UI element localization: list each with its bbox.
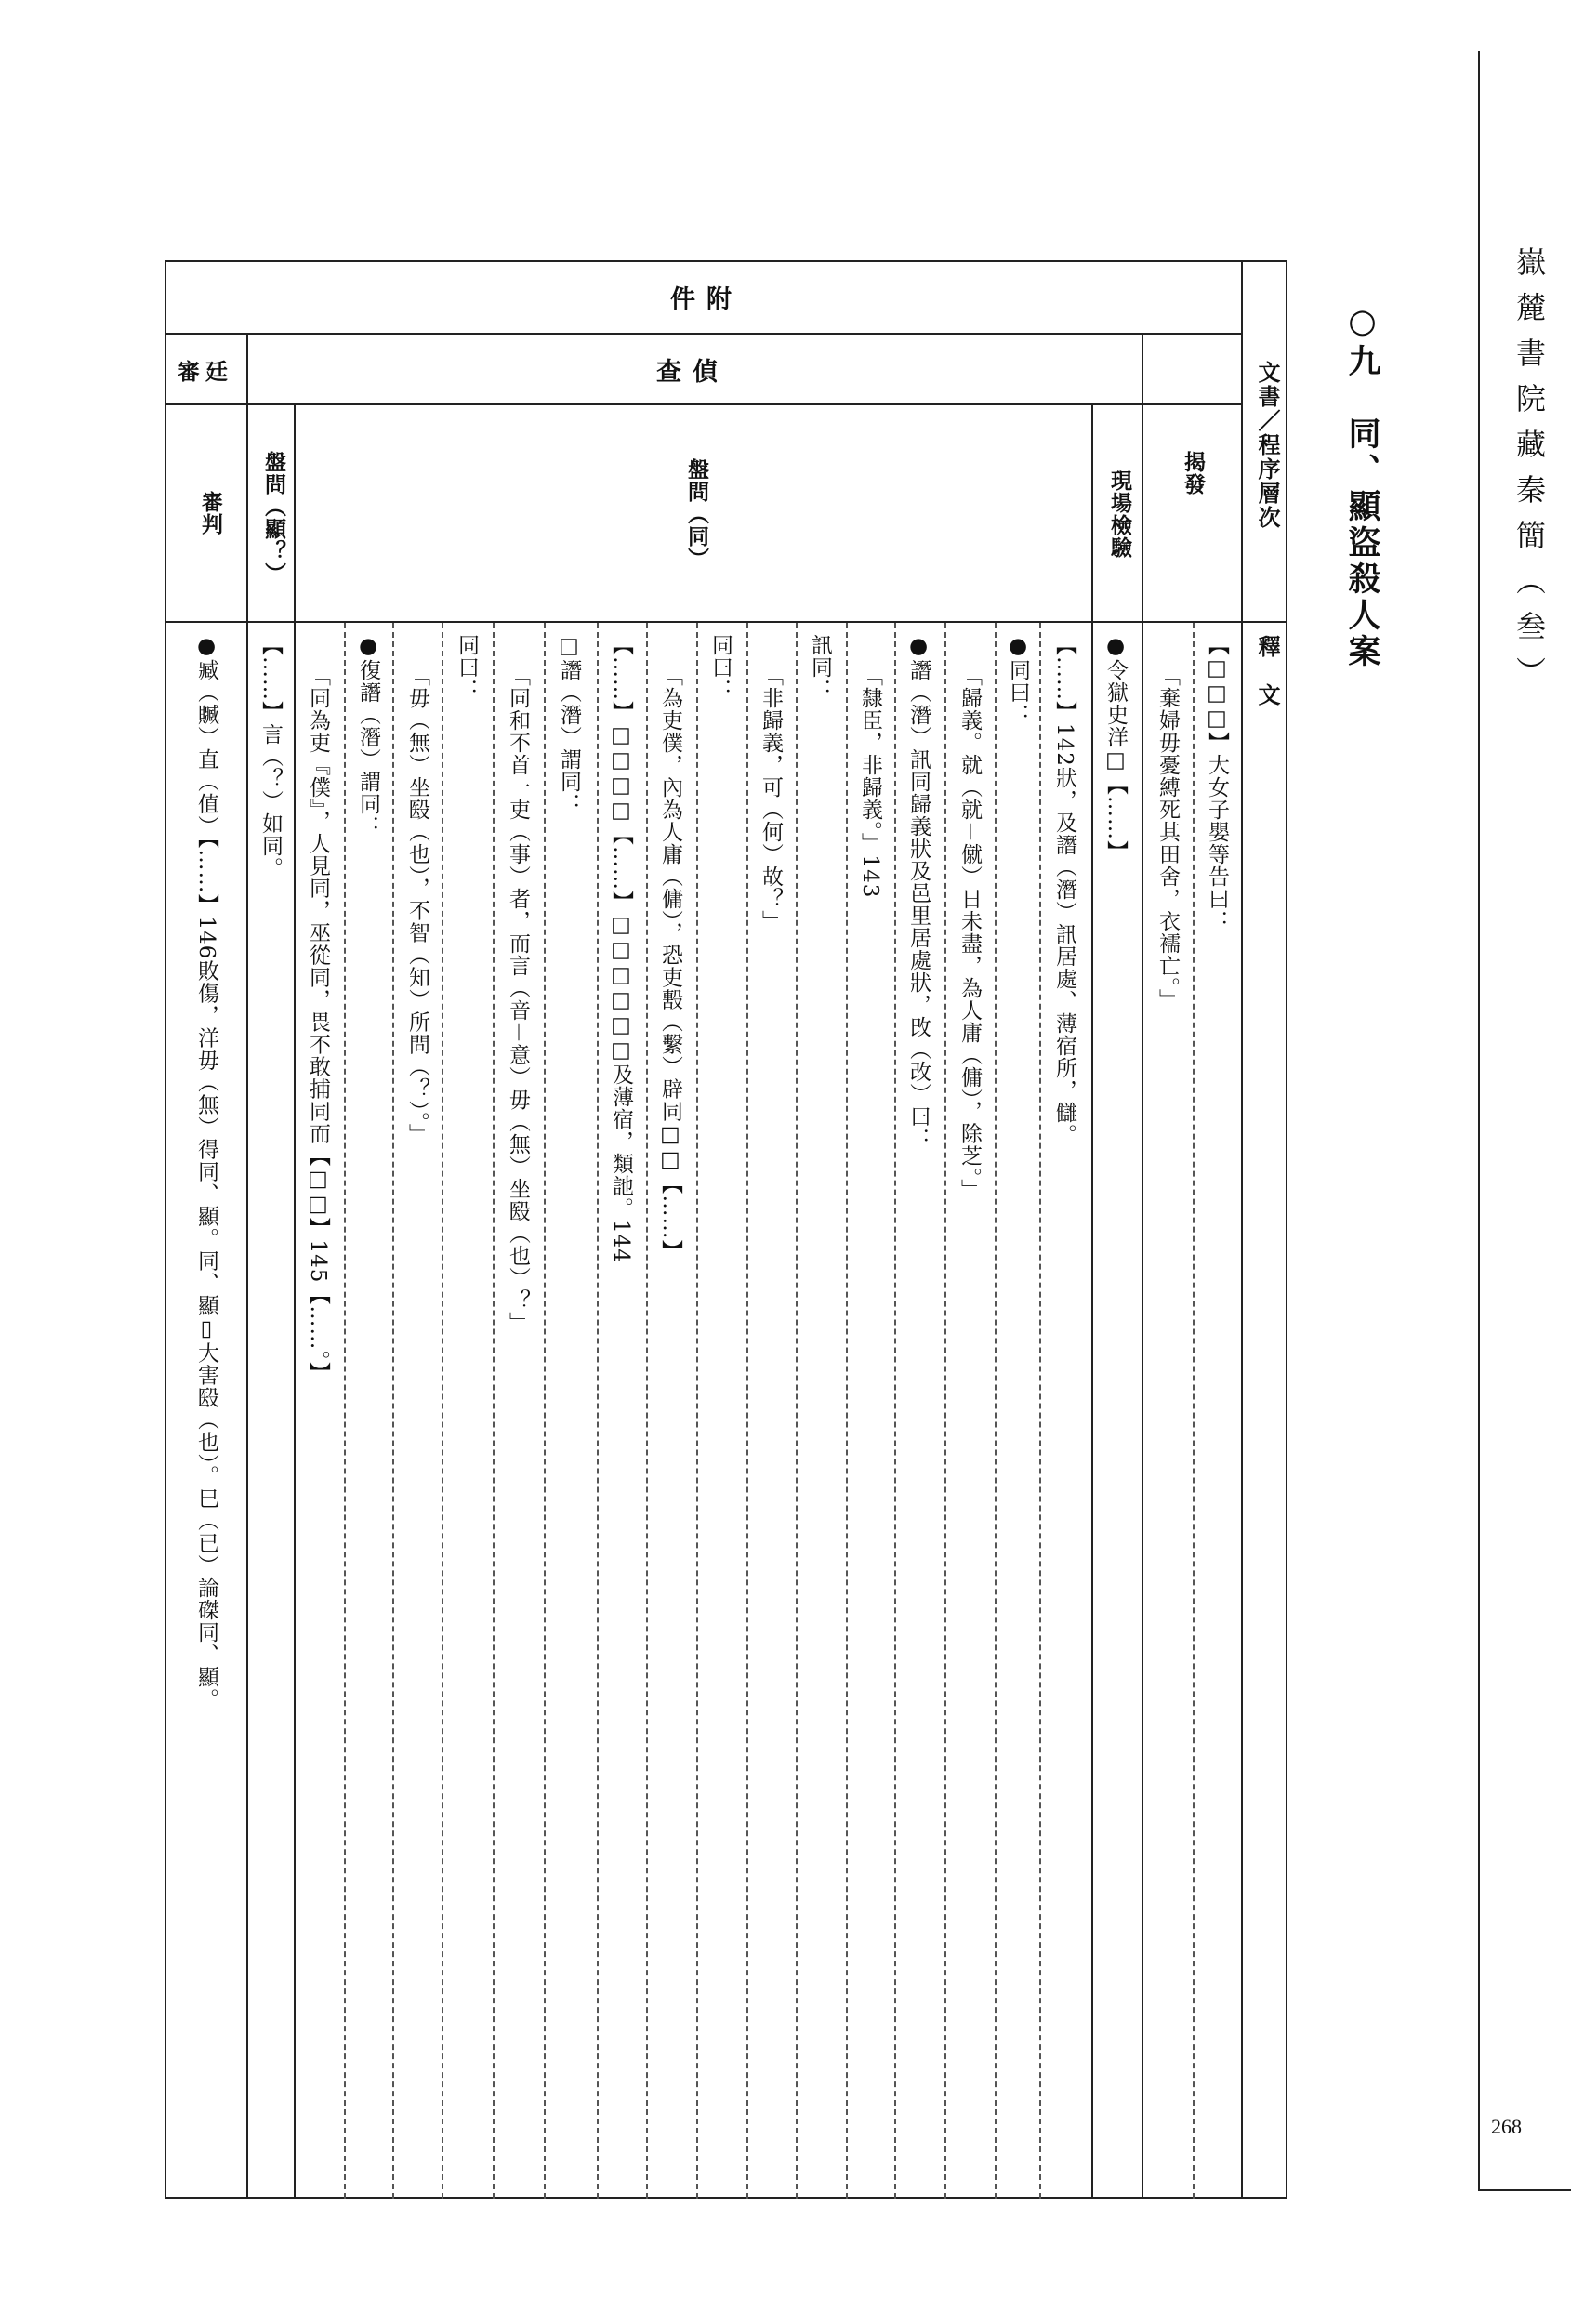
section-title: ○九 同、顯盜殺人案 (1343, 302, 1381, 670)
xianchang-label: 現場檢驗 (1107, 469, 1132, 559)
panwen-tong-label: 盤問（同） (684, 458, 709, 570)
column-header-label: 文書／程序層次 (1254, 361, 1281, 530)
section-row-divider (165, 403, 1241, 405)
text-column: ●令獄史洋□【……】 (1103, 634, 1128, 863)
column-separator (846, 623, 848, 2199)
column-separator (442, 623, 443, 2199)
shenpan-label: 審判 (198, 491, 223, 535)
tingshen-label: 審廷 (178, 358, 233, 385)
header-column-divider (1241, 260, 1243, 2199)
body-top-divider (165, 621, 1241, 623)
text-column: 訊同： (808, 634, 832, 701)
column-separator (646, 623, 648, 2199)
text-column: 【……】言（？）如同。 (258, 634, 283, 879)
fujian-row-divider (165, 333, 1241, 335)
text-column: 同曰： (455, 634, 479, 701)
column-separator (344, 623, 346, 2199)
xianchang-divider (1091, 403, 1093, 2199)
text-column: 【□□□】大女子嬰等告曰： (1205, 634, 1229, 932)
text-column: 「歸義。就（就－僦）日未盡，為人庸（傭），除芝。」 (957, 665, 982, 1201)
text-column: 【……】□□□□【……】□□□□□□及薄宿，類訑。144 (609, 634, 633, 1263)
text-column: 「為吏僕，內為人庸（傭），恐吏毄（繫）辟同□□【……】 (658, 665, 682, 1262)
column-separator (796, 623, 798, 2199)
column-separator (1193, 623, 1195, 2199)
zhazhen-label: 查偵 (656, 358, 729, 387)
column-separator (392, 623, 394, 2199)
column-separator (995, 623, 997, 2199)
tingshen-divider (246, 333, 248, 2199)
jiefa-divider (1142, 333, 1143, 2199)
page-number: 268 (1491, 2115, 1522, 2138)
text-column: 【……】142狀，及譖（潛）訊居處、薄宿所，讎。 (1052, 634, 1076, 1146)
text-column: 同曰： (708, 634, 733, 701)
text-column: ●臧（贓）直（值）【……】146敗傷，洋毋（無）得同、顯。同、顯▯大害殹（也）。巳（已）論磔同、顯。 (194, 634, 218, 1710)
column-separator (696, 623, 698, 2199)
fujian-label: 件附 (670, 285, 743, 314)
column-separator (493, 623, 495, 2199)
column-separator (1039, 623, 1041, 2199)
column-separator (746, 623, 748, 2199)
jiefa-label: 揭發 (1181, 451, 1206, 495)
panwen-xian-label: 盤問（顯？） (261, 451, 286, 585)
column-separator (944, 623, 946, 2199)
text-column: □譖（潛）謂同： (557, 634, 581, 815)
header-text-divider (1241, 621, 1287, 623)
text-column: 「隸臣，非歸義。」143 (858, 665, 882, 899)
panwen-divider (294, 403, 296, 2199)
text-column: ●同曰： (1006, 634, 1030, 726)
text-column: ●譖（潛）訊同歸義狀及邑里居處狀，攺（改）曰： (906, 634, 931, 1150)
column-separator (894, 623, 896, 2199)
text-column: ●復譖（潛）謂同： (356, 634, 380, 838)
column-separator (544, 623, 546, 2199)
text-header-label: 釋 文 (1254, 635, 1281, 707)
column-separator (597, 623, 599, 2199)
text-column: 「毋（無）坐殹（也），不智（知）所問（？）。」 (405, 665, 429, 1146)
running-head-title: 嶽麓書院藏秦簡（叁） (1512, 246, 1547, 702)
text-column: 「同為吏『僕』，人見同，巫從同，畏不敢捕同而【□□】145【……。】 (306, 665, 330, 1384)
text-column: 「非歸義，可（何）故？」 (759, 665, 783, 932)
text-column: 「同和不首一吏（事）者，而言（音－意）毋（無）坐殹（也）？」 (506, 665, 530, 1334)
text-column: 「棄婦毋憂縛死其田舍，衣襦亡。」 (1155, 665, 1180, 1011)
